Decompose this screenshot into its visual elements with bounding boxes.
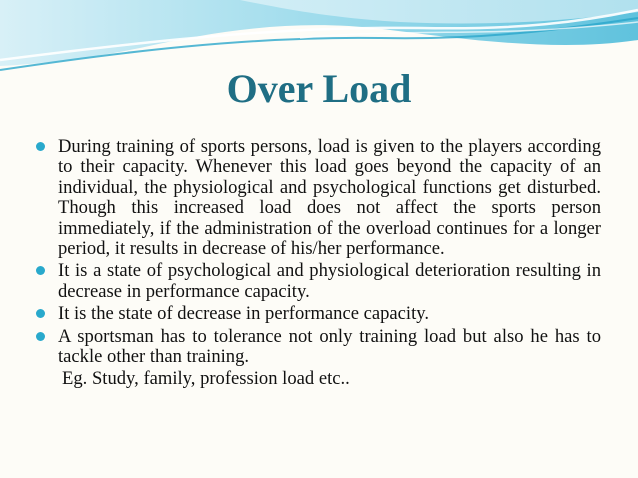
bullet-text: A sportsman has to tolerance not only training load but also he has to tackle other than training. [58,325,601,368]
bullet-list [36,137,601,390]
bullet-dot-icon [36,266,45,275]
bullet-text: During training of sports persons, load is given to the players according to their capacity. Whenever this load goes beyond the capacity of an individual, the physiological and psychological functions get disturbed. Though this increased load does not affect the sports person immediately, if the administration of the overload continues for a longer period, it results in decrease of his/her performance. [58,136,601,260]
bullet-item [36,261,601,302]
bullet-text: It is the state of decrease in performance capacity. [58,303,429,325]
bullet-item [36,304,601,324]
bullet-dot-icon [36,332,45,341]
bullet-item [36,327,601,368]
bullet-item [36,137,601,259]
example-text: Eg. Study, family, profession load etc.. [62,368,350,390]
bullet-text: It is a state of psychological and physiological deterioration resulting in decrease in performance capacity. [58,260,601,302]
bullet-dot-icon [36,309,45,318]
slide-title: Over Load [226,66,412,111]
bullet-dot-icon [36,142,45,151]
